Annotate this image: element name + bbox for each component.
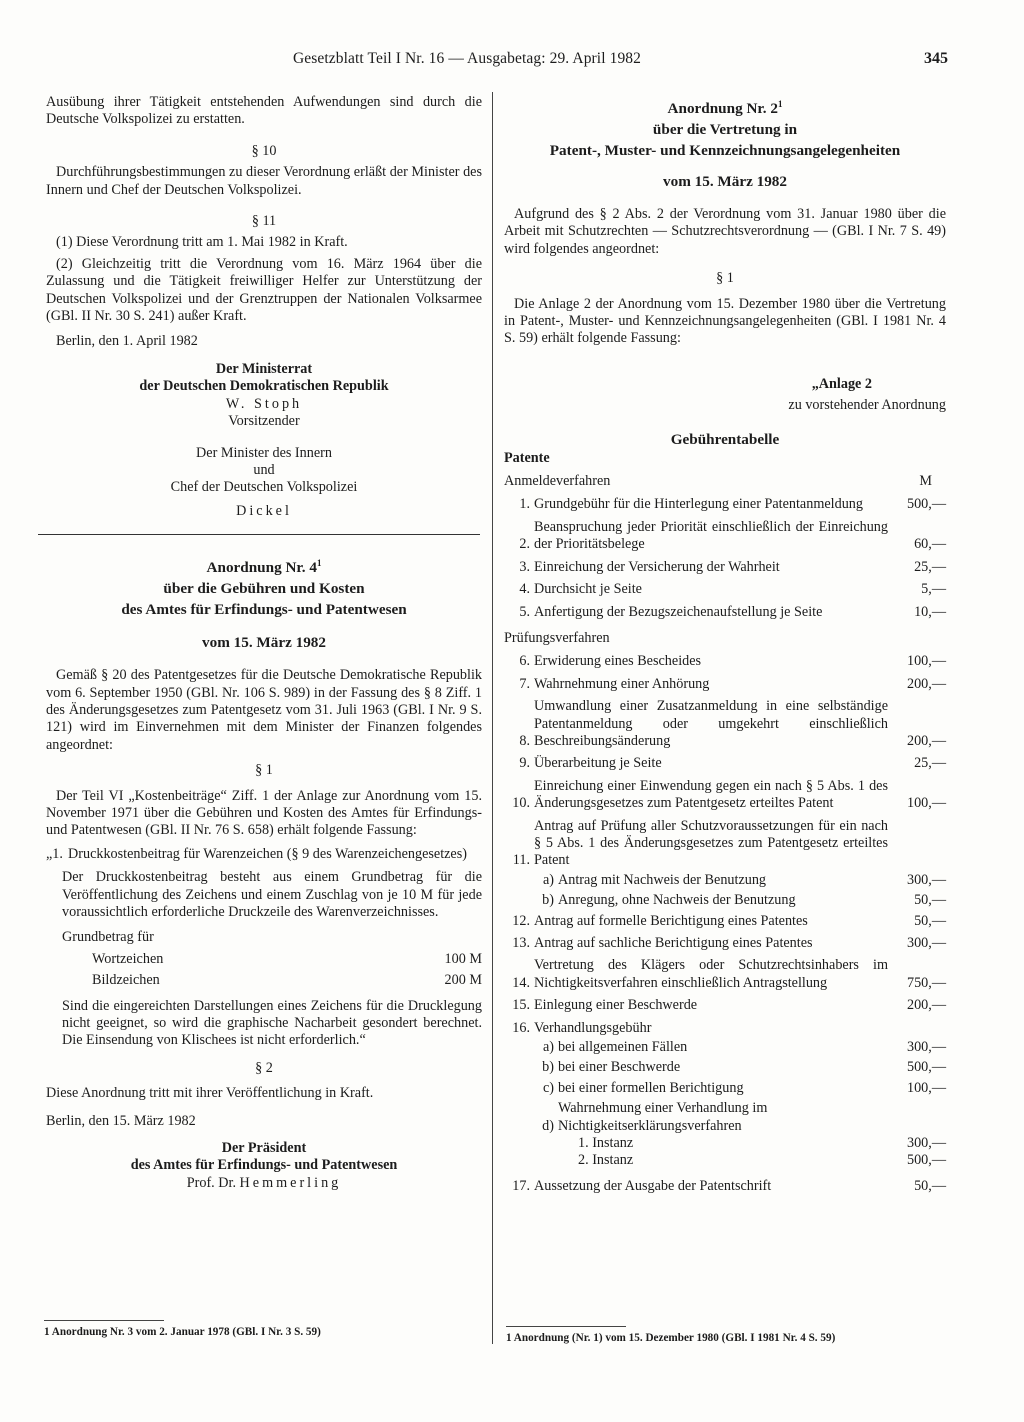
footnote-rule-left xyxy=(44,1320,164,1321)
fee-value: 200,— xyxy=(906,675,946,692)
annex-title: „Anlage 2 xyxy=(811,375,872,392)
fee-row xyxy=(504,581,946,598)
continuation-text: Ausübung ihrer Tätigkeit entstehenden Aufwendungen sind durch die Deutsche Volkspolizei zu erstatten. xyxy=(46,94,482,128)
image-mark-value: 200 M xyxy=(444,972,482,989)
word-mark-value: 100 M xyxy=(444,950,482,967)
base-amount-label: Grundbetrag für xyxy=(62,929,154,946)
instance-row-1 xyxy=(504,1135,946,1152)
fee-row xyxy=(504,559,946,576)
fee-value: 500,— xyxy=(906,496,946,513)
ordinance-2-section-1-heading: § 1 xyxy=(716,270,734,287)
fee-value: 50,— xyxy=(914,912,946,929)
word-mark-row xyxy=(62,951,482,968)
ordinance-4-title xyxy=(46,557,482,578)
fee-text: Aussetzung der Ausgabe der Patentschrift xyxy=(534,1177,772,1194)
fee-row xyxy=(504,913,946,930)
instance-row-2 xyxy=(504,1152,946,1169)
fee-11-sublist xyxy=(504,872,946,910)
fee-value: 300,— xyxy=(906,935,946,951)
fee-text: Einlegung einer Beschwerde xyxy=(534,997,698,1014)
footnote-ref: 1 xyxy=(777,98,783,109)
ordinance-4-signatory-line1: Der Präsident xyxy=(221,1140,307,1157)
place-date: Berlin, den 1. April 1982 xyxy=(56,333,198,350)
right-column xyxy=(504,98,946,1200)
fee-number: 15. xyxy=(512,997,530,1014)
section-10-heading: § 10 xyxy=(251,142,277,159)
fee-16-sublist xyxy=(504,1039,946,1097)
fee-row xyxy=(504,604,946,621)
fee-number: a) xyxy=(542,1039,554,1056)
ordinance-2-title-line2: über die Vertretung in xyxy=(652,121,798,138)
instance-value: 300,— xyxy=(906,1135,946,1152)
fee-number: 13. xyxy=(512,935,530,951)
fee-value: 25,— xyxy=(914,755,946,772)
fee-number: 14. xyxy=(512,974,530,991)
fee-number: b) xyxy=(542,892,554,909)
fee-value: 300,— xyxy=(906,871,946,888)
fee-list-misc xyxy=(504,913,946,1015)
image-mark-label: Bildzeichen xyxy=(92,972,160,989)
fee-number: 17. xyxy=(512,1177,530,1194)
fee-text: Beanspruchung jeder Priorität einschließlich der Einreichung der Prioritätsbelege xyxy=(534,518,888,553)
fee-text: Verhandlungsgebühr xyxy=(534,1019,652,1036)
fee-list-examination xyxy=(504,653,946,812)
footnote-rule-right xyxy=(506,1326,626,1327)
fee-item-1 xyxy=(46,846,482,863)
section-11-para-2: (2) Gleichzeitig tritt die Verordnung vom 16. März 1964 über die Zulassung und die Tätigkeit freiwilliger Helfer zur Unterstützung der Deutschen Volkspolizei und der Grenztruppen der Nationalen Volksarmee (GBl. II Nr. 30 S. 241) außer Kraft. xyxy=(46,255,482,325)
section-10-text: Durchführungsbestimmungen zu dieser Verordnung erläßt der Minister des Innern und Chef der Deutschen Volkspolizei. xyxy=(46,164,482,198)
fee-value: 50,— xyxy=(914,1177,946,1194)
application-procedure-row xyxy=(504,473,946,490)
fee-number: 1. xyxy=(519,496,530,513)
fee-text: Umwandlung einer Zusatzanmeldung in eine selbständige Patentanmeldung oder umgekehrt einschließlich Beschreibungsänderung xyxy=(534,698,888,749)
fee-value: 10,— xyxy=(914,603,946,620)
column-divider xyxy=(492,92,493,1344)
fee-item-1-number: „1. xyxy=(46,845,63,862)
fee-value: 200,— xyxy=(906,997,946,1014)
fee-value: 100,— xyxy=(906,795,946,812)
fee-row xyxy=(504,653,946,670)
fee-number: 7. xyxy=(519,675,530,692)
fee-row xyxy=(504,1178,946,1195)
fee-row xyxy=(504,519,946,554)
fee-row xyxy=(504,676,946,693)
fee-number: a) xyxy=(542,871,554,888)
fee-value: 100,— xyxy=(906,1079,946,1096)
fee-number: 5. xyxy=(519,603,530,620)
fee-row xyxy=(504,997,946,1014)
ordinance-4-preamble: Gemäß § 20 des Patentgesetzes für die Deutsche Demokratische Republik vom 6. September 1950 (GBl. Nr. 106 S. 989) in der Fassung des § 8 Ziff. 1 des Änderungsgesetzes zum Patentgesetz vom 31. Juli 1963 (GBl. I Nr. 9 S. 121) wird im Einvernehmen mit dem Minister der Finanzen folgendes angeordnet: xyxy=(46,667,482,753)
fee-sub-row xyxy=(504,1059,946,1076)
fee-row xyxy=(504,935,946,952)
fee-value: 200,— xyxy=(906,732,946,749)
fee-number: 6. xyxy=(519,653,530,670)
ordinance-4-section-1-heading: § 1 xyxy=(255,762,273,779)
fee-sub-row xyxy=(504,872,946,889)
application-procedure-label: Anmeldeverfahren xyxy=(504,473,611,490)
ordinance-4-title-line1: Anordnung Nr. 4 xyxy=(206,559,317,577)
fee-value: 50,— xyxy=(914,892,946,909)
section-patents: Patente xyxy=(504,449,550,466)
section-11-para-1: (1) Diese Verordnung tritt am 1. Mai 1982 in Kraft. xyxy=(56,234,348,251)
ordinance-2-section-1-text: Die Anlage 2 der Anordnung vom 15. Dezember 1980 über die Vertretung in Patent-, Muster- und Kennzeichnungsangelegenheiten (GBl. I 1981 Nr. 4 S. 59) erhält folgende Fassung: xyxy=(504,295,946,347)
fee-text: Durchsicht je Seite xyxy=(534,581,642,598)
fee-text: Wahrnehmung einer Anhörung xyxy=(534,675,710,692)
fee-number: 4. xyxy=(519,581,530,598)
instance-label: 2. Instanz xyxy=(578,1152,634,1169)
fee-value: 750,— xyxy=(906,974,946,991)
currency-label: M xyxy=(919,473,932,490)
ordinance-4-signatory-name xyxy=(46,1175,482,1192)
fee-text: Anfertigung der Bezugszeichenaufstellung je Seite xyxy=(534,603,823,620)
running-header: Gesetzblatt Teil I Nr. 16 — Ausgabetag: 29. April 1982 xyxy=(293,50,641,67)
footnote-ref: 1 xyxy=(316,558,322,569)
fee-sub-text: Wahrnehmung einer Verhandlung im Nichtigkeitserklärungsverfahren xyxy=(558,1100,768,1134)
fee-text: Antrag auf sachliche Berichtigung eines Patentes xyxy=(534,935,813,951)
fee-value: 300,— xyxy=(906,1039,946,1056)
left-column xyxy=(46,94,482,1192)
fee-value: 60,— xyxy=(914,536,946,553)
fee-item-1-title: Druckkostenbeitrag für Warenzeichen (§ 9 des Warenzeichengesetzes) xyxy=(68,845,467,862)
fee-text: Antrag auf formelle Berichtigung eines Patentes xyxy=(534,912,808,929)
ordinance-2-preamble: Aufgrund des § 2 Abs. 2 der Verordnung vom 31. Januar 1980 über die Arbeit mit Schutzrechten — Schutzrechtsverordnung — (GBl. I Nr. 7 S. 49) wird folgendes angeordnet: xyxy=(504,206,946,257)
signatory2-name: Dickel xyxy=(236,502,292,519)
ordinance-2-title-line1: Anordnung Nr. 2 xyxy=(667,100,778,117)
fee-list-application xyxy=(504,496,946,620)
page-number: 345 xyxy=(924,50,948,67)
section-11-heading: § 11 xyxy=(251,213,277,230)
annex-subtitle: zu vorstehender Anordnung xyxy=(788,397,946,414)
signatory-surname: Hemmerling xyxy=(239,1174,342,1191)
fee-number: c) xyxy=(542,1079,554,1096)
fee-number: 3. xyxy=(519,558,530,575)
ordinance-2-title-line3: Patent-, Muster- und Kennzeichnungsangelegenheiten xyxy=(549,142,901,159)
fee-row xyxy=(504,755,946,772)
signatory-prefix: Prof. Dr. xyxy=(186,1174,236,1191)
fee-item-1-body xyxy=(46,869,482,1050)
fee-text: bei einer Beschwerde xyxy=(558,1059,681,1076)
fee-sub-row xyxy=(504,1100,946,1135)
fee-text: Überarbeitung je Seite xyxy=(534,755,662,772)
ordinance-4-section-2-text: Diese Anordnung tritt mit ihrer Veröffentlichung in Kraft. xyxy=(46,1085,374,1102)
fee-text: Antrag auf Prüfung aller Schutzvoraussetzungen für ein nach § 5 Abs. 1 des Änderungsgesetzes zum Patentgesetz erteiltes Patent xyxy=(534,817,888,869)
ordinance-4-place-date: Berlin, den 15. März 1982 xyxy=(46,1112,196,1129)
fee-text: Antrag mit Nachweis der Benutzung xyxy=(558,871,767,888)
ordinance-4-signatory-line2: des Amtes für Erfindungs- und Patentwesen xyxy=(130,1157,398,1174)
fee-text: Grundgebühr für die Hinterlegung einer Patentanmeldung xyxy=(534,496,863,513)
footnote-right: 1 Anordnung (Nr. 1) vom 15. Dezember 1980 (GBl. I 1981 Nr. 4 S. 59) xyxy=(506,1332,836,1344)
fee-value: 5,— xyxy=(921,581,946,598)
fee-row xyxy=(504,957,946,992)
fee-text: Einreichung der Versicherung der Wahrheit xyxy=(534,558,780,575)
fee-row xyxy=(504,818,946,870)
ordinance-4-title-line3: des Amtes für Erfindungs- und Patentwesen xyxy=(121,601,407,619)
footnote-left: 1 Anordnung Nr. 3 vom 2. Januar 1978 (GBl. I Nr. 3 S. 59) xyxy=(44,1326,321,1338)
fee-row xyxy=(504,698,946,750)
fee-row xyxy=(504,1020,946,1037)
fee-value: 100,— xyxy=(906,653,946,670)
fee-value: 500,— xyxy=(906,1059,946,1076)
fee-number: 8. xyxy=(519,732,530,749)
fee-item-1-tail: Sind die eingereichten Darstellungen eines Zeichens für die Drucklegung nicht geeignet, so wird die graphische Nacharbeit gesondert berechnet. Die Einsendung von Klischees ist nicht erforderlich.“ xyxy=(62,997,482,1049)
section-separator xyxy=(38,534,480,535)
word-mark-label: Wortzeichen xyxy=(92,950,164,967)
signatory-name: W. Stoph xyxy=(225,395,303,412)
fee-text: Vertretung des Klägers oder Schutzrechtsinhabers im Nichtigkeitsverfahren einschließlich Antragstellung xyxy=(534,957,888,991)
signatory2-line2: und xyxy=(253,461,275,478)
fee-text: bei einer formellen Berichtigung xyxy=(558,1079,744,1096)
signatory2-line3: Chef der Deutschen Volkspolizei xyxy=(170,479,358,496)
fee-text: Erwiderung eines Bescheides xyxy=(534,653,702,670)
fee-table-title: Gebührentabelle xyxy=(670,430,780,448)
fee-value: 25,— xyxy=(914,558,946,575)
examination-procedure-label: Prüfungsverfahren xyxy=(504,629,610,646)
fee-number: 16. xyxy=(512,1019,530,1036)
signatory2-line1: Der Minister des Innern xyxy=(196,444,332,461)
fee-row xyxy=(504,778,946,813)
fee-number: 12. xyxy=(512,912,530,929)
fee-number: 2. xyxy=(519,536,530,553)
ordinance-2-date: vom 15. März 1982 xyxy=(663,173,787,190)
fee-text: Anregung, ohne Nachweis der Benutzung xyxy=(558,892,796,909)
signatory-org-line2: der Deutschen Demokratischen Republik xyxy=(139,378,389,395)
fee-text: Einreichung einer Einwendung gegen ein nach § 5 Abs. 1 des Änderungsgesetzes zum Patentgesetz erteiltes Patent xyxy=(534,777,888,812)
fee-sub-row xyxy=(504,1080,946,1097)
ordinance-4-section-1-text: Der Teil VI „Kostenbeiträge“ Ziff. 1 der Anlage zur Anordnung vom 15. November 1971 über die Gebühren und Kosten des Amtes für Erfindungs- und Patentwesen (GBl. II Nr. 76 S. 658) erhält folgende Fassung: xyxy=(46,787,482,839)
fee-sub-row xyxy=(504,892,946,909)
fee-item-1-text: Der Druckkostenbeitrag besteht aus einem Grundbetrag für die Veröffentlichung des Zeichens und einem Zuschlag von je 10 M für jede voraussichtlich erforderliche Druckzeile des Warenverzeichnisses. xyxy=(62,869,482,920)
instance-label: 1. Instanz xyxy=(578,1135,634,1152)
fee-number: 9. xyxy=(519,755,530,772)
ordinance-4-title-line2: über die Gebühren und Kosten xyxy=(163,580,365,598)
fee-text: bei allgemeinen Fällen xyxy=(558,1039,688,1056)
ordinance-4-section-2-heading: § 2 xyxy=(255,1059,273,1076)
fee-number: 11. xyxy=(512,852,530,869)
ordinance-4-date: vom 15. März 1982 xyxy=(202,634,326,652)
signatory-org-line1: Der Ministerrat xyxy=(215,360,313,377)
fee-number: 10. xyxy=(512,795,530,812)
signatory-title: Vorsitzender xyxy=(228,413,300,430)
fee-number: b) xyxy=(542,1059,554,1076)
ordinance-2-title xyxy=(504,98,946,119)
instance-value: 500,— xyxy=(906,1152,946,1169)
image-mark-row xyxy=(62,972,482,989)
fee-sub-letter: d) xyxy=(542,1117,554,1134)
fee-row xyxy=(504,496,946,513)
fee-sub-row xyxy=(504,1039,946,1056)
